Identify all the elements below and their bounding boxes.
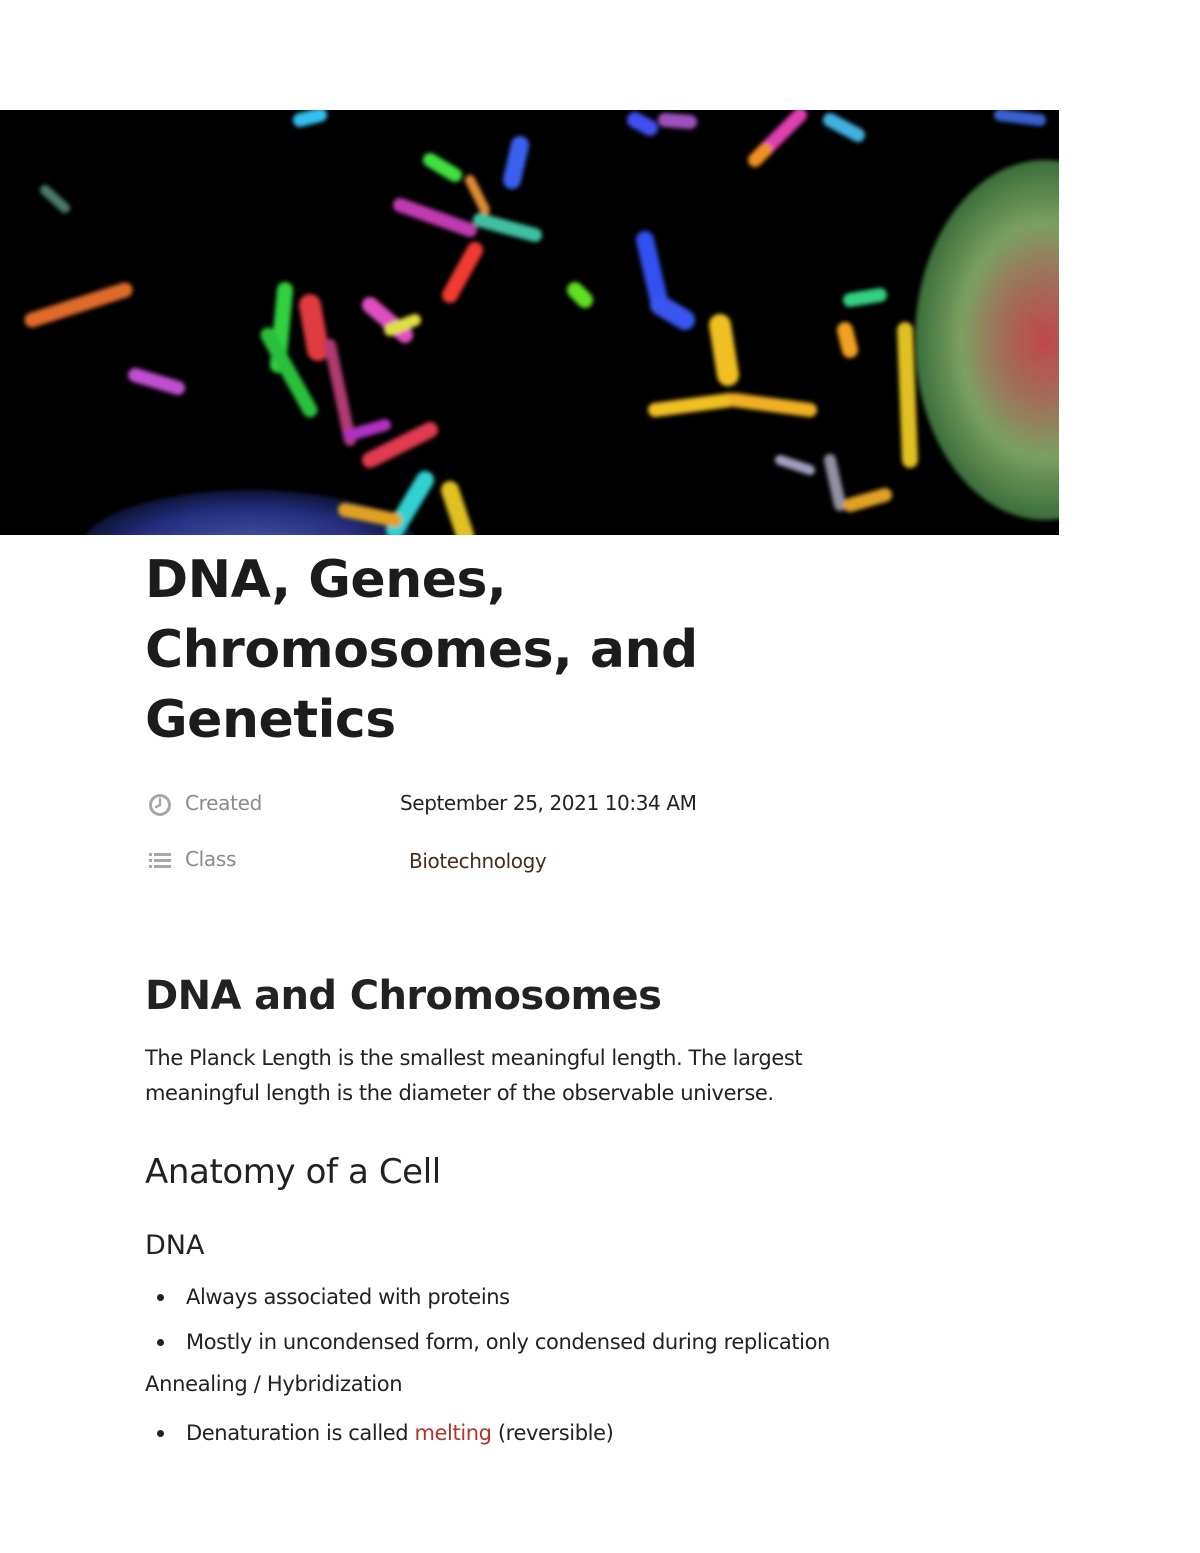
heading-anatomy-of-a-cell: Anatomy of a Cell [145, 1152, 441, 1192]
heading-dna: DNA [145, 1230, 205, 1261]
bullet-icon [157, 1339, 164, 1346]
list-item [145, 1327, 945, 1372]
page-content [145, 545, 1045, 1445]
list-icon [148, 849, 172, 873]
annealing-list [145, 1418, 945, 1463]
list-item-text-suffix: (reversible) [491, 1421, 614, 1445]
property-label: Class [185, 847, 237, 871]
highlight-melting: melting [414, 1421, 492, 1445]
cover-image [0, 110, 1059, 535]
bullet-icon [157, 1294, 164, 1301]
list-item [145, 1418, 945, 1463]
paragraph-planck-length: The Planck Length is the smallest meaningful length. The largest meaningful length is the diameter of the observable universe. [145, 1046, 803, 1105]
list-item-text-prefix: Denaturation is called [186, 1421, 415, 1445]
page-title: DNA, Genes, Chromosomes, and Genetics [145, 550, 698, 750]
created-value: September 25, 2021 10:34 AM [400, 791, 697, 815]
heading-annealing-hybridization: Annealing / Hybridization [145, 1372, 403, 1396]
property-label: Created [185, 791, 263, 815]
bullet-icon [157, 1430, 164, 1437]
property-class [145, 847, 945, 877]
heading-dna-and-chromosomes: DNA and Chromosomes [145, 973, 662, 1019]
property-created [145, 791, 945, 821]
list-item [145, 1282, 945, 1327]
clock-icon [148, 793, 172, 817]
list-item-text: Mostly in uncondensed form, only condensed during replication [186, 1330, 830, 1354]
list-item-text: Always associated with proteins [186, 1285, 510, 1309]
dna-list [145, 1282, 945, 1372]
properties [145, 783, 1045, 873]
class-tag[interactable]: Biotechnology [409, 849, 547, 873]
